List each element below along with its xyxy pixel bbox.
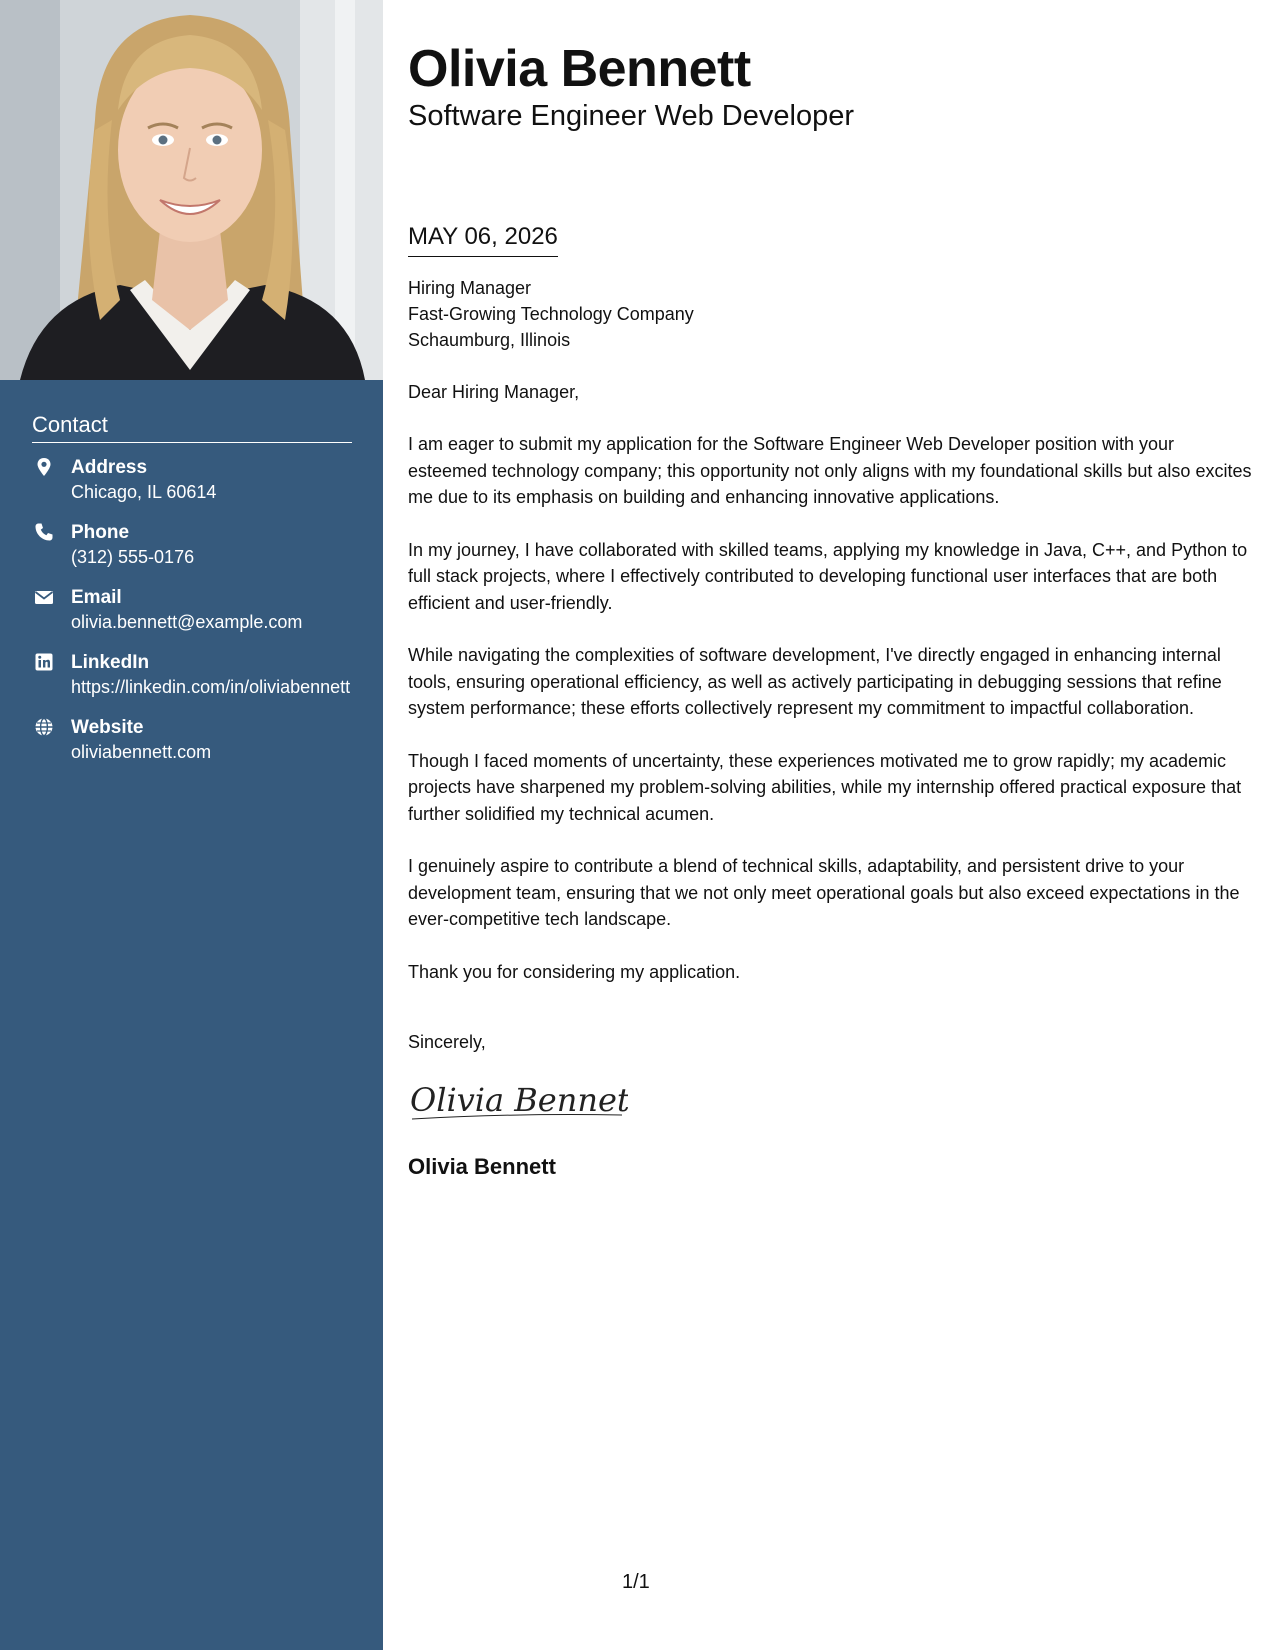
contact-label: Email — [71, 587, 122, 608]
page-number: 1/1 — [622, 1571, 650, 1593]
contact-label: LinkedIn — [71, 652, 150, 673]
letter-paragraphs — [408, 431, 1253, 985]
globe-icon — [34, 717, 54, 737]
contact-value: Chicago, IL 60614 — [71, 482, 217, 502]
letter-paragraph: Thank you for considering my application. — [408, 961, 741, 982]
contact-linkedin — [32, 650, 352, 699]
letter-paragraph: While navigating the complexities of software development, I've directly engaged in enhancing internal tools, ensuring operational efficiency, as well as actively participating in debugging sessions that refine system performance; these efforts collectively represent my commitment to impactful collaboration. — [408, 645, 1222, 718]
contact-email — [32, 585, 352, 634]
contact-value[interactable]: https://linkedin.com/in/oliviabennett — [71, 677, 351, 697]
recipient-name: Hiring Manager — [408, 278, 532, 298]
letter-paragraph: I genuinely aspire to contribute a blend of technical skills, adaptability, and persistent drive to your development team, ensuring that we not only meet operational goals but also exceed expectations in the ever-competitive tech landscape. — [408, 856, 1240, 929]
signature — [408, 1075, 628, 1125]
sign-name: Olivia Bennett — [408, 1154, 556, 1179]
letter-paragraph: In my journey, I have collaborated with skilled teams, applying my knowledge in Java, C++, and Python to full stack projects, where I effectively contributed to developing functional user interfaces that are both efficient and user-friendly. — [408, 539, 1248, 613]
closing: Sincerely, — [408, 1032, 486, 1052]
contact-website — [32, 715, 352, 764]
linkedin-icon — [34, 652, 54, 672]
contact-section — [32, 412, 352, 780]
map-marker-icon — [34, 457, 54, 477]
contact-phone — [32, 520, 352, 569]
signature-text: Olivia Bennett — [410, 1081, 628, 1119]
sidebar — [0, 0, 383, 1650]
header-job-title: Software Engineer Web Developer — [408, 100, 854, 132]
contact-label: Address — [71, 457, 148, 478]
contact-label: Website — [71, 717, 144, 738]
phone-icon — [34, 522, 54, 542]
letter-paragraph: Though I faced moments of uncertainty, these experiences motivated me to grow rapidly; my academic projects have sharpened my problem-solving abilities, while my internship offered practical exposure that further solidified my technical acumen. — [408, 750, 1242, 824]
letter-date: MAY 06, 2026 — [408, 222, 558, 257]
contact-label: Phone — [71, 522, 130, 543]
salutation: Dear Hiring Manager, — [408, 382, 580, 402]
contact-value[interactable]: olivia.bennett@example.com — [71, 612, 303, 632]
letter-body — [408, 40, 1253, 1180]
letter-paragraph: I am eager to submit my application for the Software Engineer Web Developer position with your esteemed technology company; this opportunity not only aligns with my foundational skills but also excites me due to its emphasis on building and enhancing innovative applications. — [408, 434, 1252, 507]
recipient-company: Fast-Growing Technology Company — [408, 304, 694, 324]
recipient-location: Schaumburg, Illinois — [408, 330, 571, 350]
header-name: Olivia Bennett — [408, 40, 751, 98]
envelope-icon — [34, 587, 54, 607]
profile-photo — [0, 0, 383, 380]
contact-heading: Contact — [32, 412, 352, 443]
contact-address — [32, 455, 352, 504]
contact-value: (312) 555-0176 — [71, 547, 195, 567]
recipient-block — [408, 275, 1253, 353]
contact-value[interactable]: oliviabennett.com — [71, 742, 212, 762]
